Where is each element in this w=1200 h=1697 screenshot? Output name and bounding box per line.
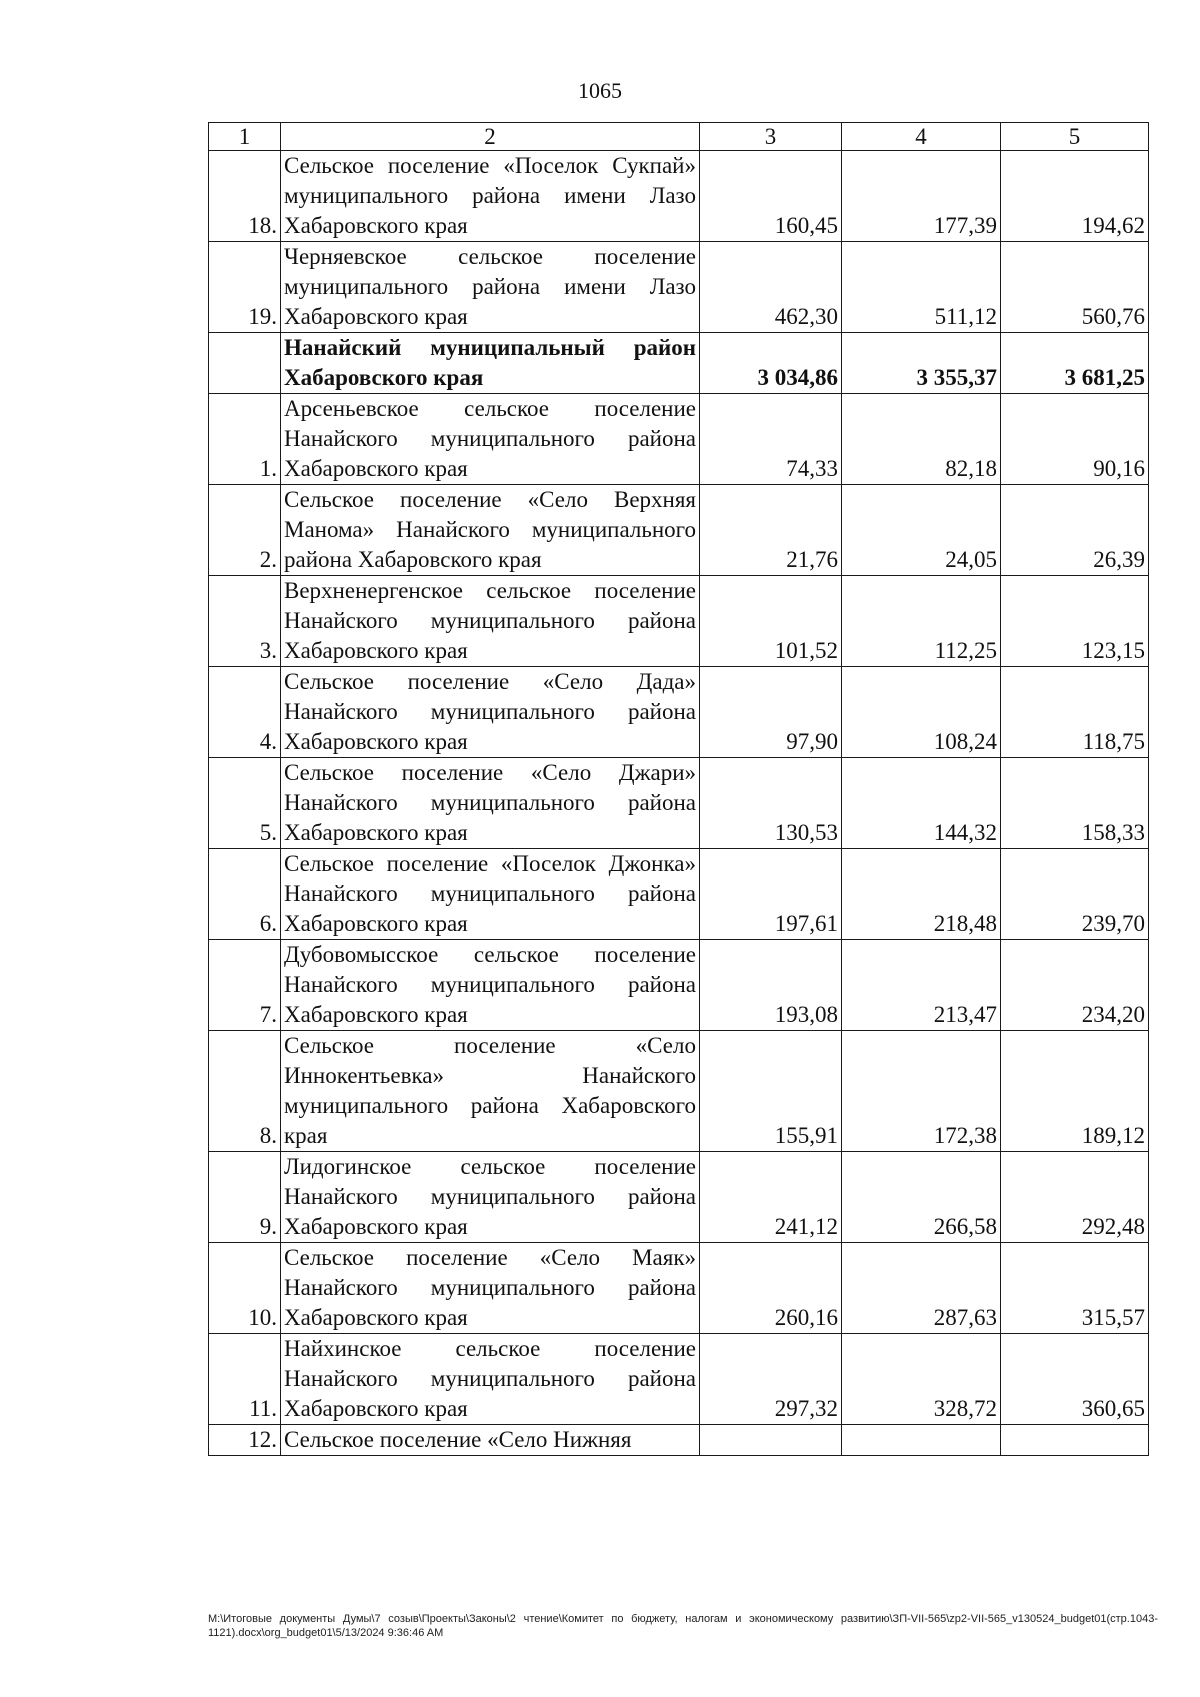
value-col-5: 360,65	[1001, 1334, 1149, 1425]
row-number: 3.	[209, 576, 281, 667]
value-col-4: 287,63	[842, 1243, 1001, 1334]
table-header-row	[209, 123, 1149, 151]
row-number: 1.	[209, 394, 281, 485]
value-col-5: 189,12	[1001, 1031, 1149, 1152]
value-col-3: 101,52	[700, 576, 842, 667]
value-col-5: 123,15	[1001, 576, 1149, 667]
budget-table	[208, 122, 1149, 1456]
column-header-2: 2	[281, 123, 700, 151]
settlement-name: Сельское поселение «Поселок Джонка» Нанайского муниципального района Хабаровского края	[281, 849, 700, 940]
settlement-name: Найхинское сельское поселение Нанайского муниципального района Хабаровского края	[281, 1334, 700, 1425]
table-row	[209, 1152, 1149, 1243]
value-col-3: 160,45	[700, 151, 842, 242]
settlement-name: Сельское поселение «Село Иннокентьевка» Нанайского муниципального района Хабаровского края	[281, 1031, 700, 1152]
value-col-3: 260,16	[700, 1243, 842, 1334]
value-col-4: 3 355,37	[842, 333, 1001, 394]
row-number: 5.	[209, 758, 281, 849]
table-row	[209, 758, 1149, 849]
value-col-3: 197,61	[700, 849, 842, 940]
value-col-3: 130,53	[700, 758, 842, 849]
value-col-5: 158,33	[1001, 758, 1149, 849]
table-row	[209, 1031, 1149, 1152]
value-col-5: 118,75	[1001, 667, 1149, 758]
row-number: 2.	[209, 485, 281, 576]
value-col-3: 3 034,86	[700, 333, 842, 394]
value-col-4: 328,72	[842, 1334, 1001, 1425]
settlement-name: Сельское поселение «Село Нижняя	[281, 1425, 700, 1456]
table-row	[209, 485, 1149, 576]
settlement-name: Сельское поселение «Село Джари» Нанайского муниципального района Хабаровского края	[281, 758, 700, 849]
settlement-name: Сельское поселение «Село Верхняя Манома» Нанайского муниципального района Хабаровского края	[281, 485, 700, 576]
file-path-footer: M:\Итоговые документы Думы\7 созыв\Проекты\Законы\2 чтение\Комитет по бюджету, налогам и экономическому развитию\ЗП-VII-565\zp2-VII-565_v130524_budget01(стр.1043-1121).docx\org_budget01\5/13/2024 9:36:46 AM	[208, 1613, 1158, 1639]
value-col-4: 266,58	[842, 1152, 1001, 1243]
settlement-name: Сельское поселение «Село Маяк» Нанайского муниципального района Хабаровского края	[281, 1243, 700, 1334]
value-col-5: 315,57	[1001, 1243, 1149, 1334]
value-col-5: 239,70	[1001, 849, 1149, 940]
value-col-5: 194,62	[1001, 151, 1149, 242]
value-col-4: 144,32	[842, 758, 1001, 849]
table-row	[209, 151, 1149, 242]
row-number: 10.	[209, 1243, 281, 1334]
table-row	[209, 333, 1149, 394]
value-col-4: 82,18	[842, 394, 1001, 485]
value-col-4: 177,39	[842, 151, 1001, 242]
value-col-4: 218,48	[842, 849, 1001, 940]
value-col-3: 241,12	[700, 1152, 842, 1243]
value-col-4: 511,12	[842, 242, 1001, 333]
value-col-4: 24,05	[842, 485, 1001, 576]
table-row	[209, 1334, 1149, 1425]
value-col-5: 90,16	[1001, 394, 1149, 485]
value-col-3: 74,33	[700, 394, 842, 485]
value-col-5	[1001, 1425, 1149, 1456]
table-row	[209, 1425, 1149, 1456]
table-row	[209, 242, 1149, 333]
row-number: 7.	[209, 940, 281, 1031]
column-header-3: 3	[700, 123, 842, 151]
value-col-5: 3 681,25	[1001, 333, 1149, 394]
row-number: 6.	[209, 849, 281, 940]
value-col-5: 560,76	[1001, 242, 1149, 333]
row-number: 19.	[209, 242, 281, 333]
settlement-name: Дубовомысское сельское поселение Нанайского муниципального района Хабаровского края	[281, 940, 700, 1031]
column-header-4: 4	[842, 123, 1001, 151]
value-col-4: 108,24	[842, 667, 1001, 758]
settlement-name: Лидогинское сельское поселение Нанайского муниципального района Хабаровского края	[281, 1152, 700, 1243]
settlement-name: Сельское поселение «Поселок Сукпай» муниципального районa имени Лазо Хабаровского края	[281, 151, 700, 242]
value-col-3: 193,08	[700, 940, 842, 1031]
table-row	[209, 1243, 1149, 1334]
value-col-3	[700, 1425, 842, 1456]
value-col-3: 297,32	[700, 1334, 842, 1425]
value-col-5: 234,20	[1001, 940, 1149, 1031]
value-col-4: 112,25	[842, 576, 1001, 667]
settlement-name: Черняевское сельское поселение муниципального района имени Лазо Хабаровского края	[281, 242, 700, 333]
value-col-3: 97,90	[700, 667, 842, 758]
value-col-4: 213,47	[842, 940, 1001, 1031]
column-header-5: 5	[1001, 123, 1149, 151]
column-header-1: 1	[209, 123, 281, 151]
table-row	[209, 576, 1149, 667]
row-number: 9.	[209, 1152, 281, 1243]
row-number: 12.	[209, 1425, 281, 1456]
value-col-3: 462,30	[700, 242, 842, 333]
table-row	[209, 394, 1149, 485]
row-number: 18.	[209, 151, 281, 242]
row-number	[209, 333, 281, 394]
value-col-3: 21,76	[700, 485, 842, 576]
row-number: 4.	[209, 667, 281, 758]
value-col-5: 292,48	[1001, 1152, 1149, 1243]
table-row	[209, 940, 1149, 1031]
table-row	[209, 667, 1149, 758]
value-col-5: 26,39	[1001, 485, 1149, 576]
page-number: 1065	[578, 78, 622, 103]
settlement-name: Арсеньевское сельское поселение Нанайского муниципального района Хабаровского края	[281, 394, 700, 485]
row-number: 8.	[209, 1031, 281, 1152]
value-col-4: 172,38	[842, 1031, 1001, 1152]
settlement-name: Сельское поселение «Село Дада» Нанайского муниципального района Хабаровского края	[281, 667, 700, 758]
row-number: 11.	[209, 1334, 281, 1425]
table-row	[209, 849, 1149, 940]
value-col-4	[842, 1425, 1001, 1456]
settlement-name: Нанайский муниципальный район Хабаровского края	[281, 333, 700, 394]
settlement-name: Верхненергенское сельское поселение Нанайского муниципального района Хабаровского края	[281, 576, 700, 667]
value-col-3: 155,91	[700, 1031, 842, 1152]
